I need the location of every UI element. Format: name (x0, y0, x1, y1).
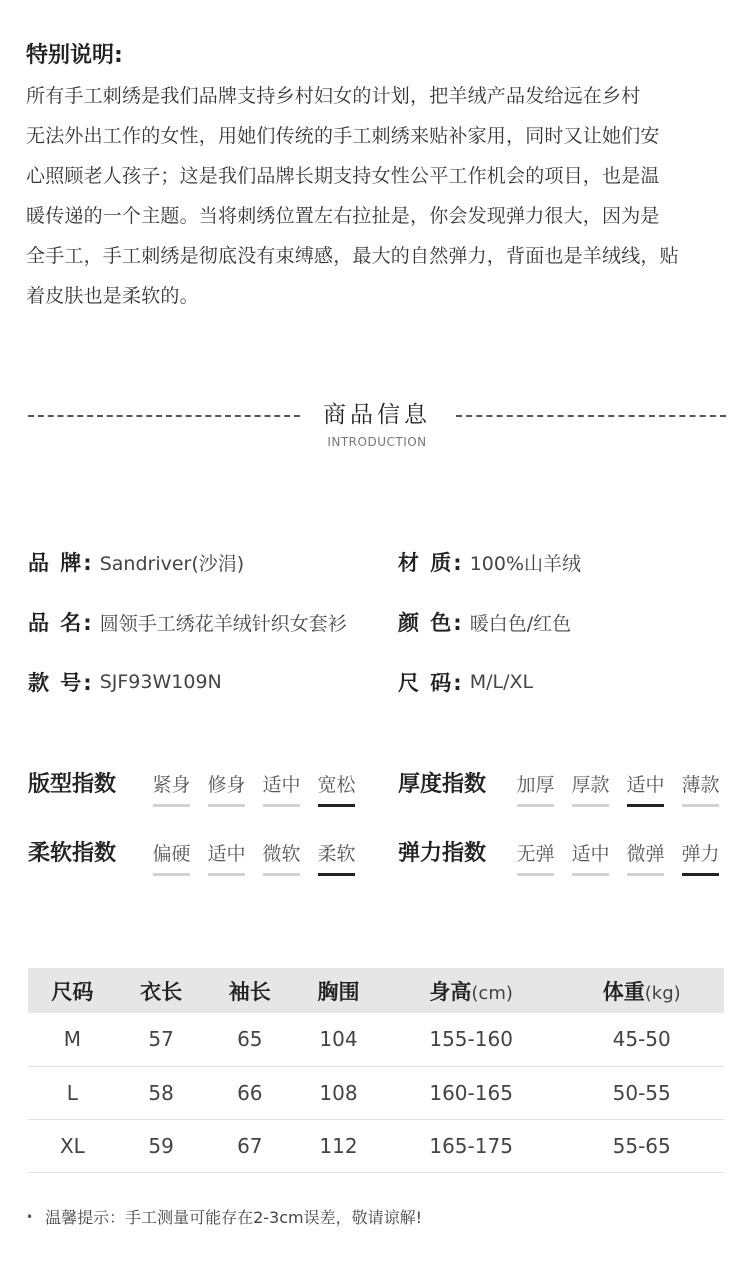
index-option: 加厚 (508, 765, 563, 807)
info-value: 圆领手工绣花羊绒针织女套衫 (99, 612, 347, 635)
table-cell: M (28, 1013, 117, 1066)
table-cell: 155-160 (383, 1013, 560, 1066)
table-cell: 58 (117, 1066, 206, 1119)
table-cell: 57 (117, 1013, 206, 1066)
index-option-bar (263, 804, 300, 807)
info-row (28, 592, 728, 652)
index-option-bar (153, 804, 190, 807)
index-title: 柔软指数 (28, 841, 117, 866)
table-cell: 67 (205, 1119, 294, 1172)
fit-index (28, 765, 398, 834)
index-option-bar (627, 873, 664, 876)
info-value: Sandriver(沙涓) (99, 552, 245, 575)
info-row (28, 532, 728, 592)
index-option-bar (627, 804, 664, 807)
table-row (28, 1119, 724, 1172)
index-option: 微弹 (618, 834, 673, 876)
elasticity-index (398, 834, 728, 903)
info-label: 品 牌: (28, 551, 94, 575)
product-info-grid (28, 532, 728, 712)
index-option: 适中 (199, 834, 254, 876)
index-option: 适中 (563, 834, 618, 876)
table-header: 袖长 (205, 968, 294, 1013)
info-label: 颜 色: (398, 611, 464, 635)
product-info-header (28, 398, 726, 458)
index-option-bar (682, 873, 719, 876)
index-title: 弹力指数 (398, 841, 487, 866)
table-header-row (28, 968, 724, 1013)
table-cell: 165-175 (383, 1119, 560, 1172)
tip-text: 温馨提示：手工测量可能存在2-3cm误差，敬请谅解! (45, 1208, 423, 1227)
table-header: 尺码 (28, 968, 117, 1013)
index-option: 无弹 (508, 834, 563, 876)
index-option: 修身 (199, 765, 254, 807)
index-option-bar (572, 873, 609, 876)
notice-body (26, 76, 726, 316)
table-cell: 59 (117, 1119, 206, 1172)
index-grid (28, 765, 728, 903)
index-options (144, 834, 364, 903)
index-option: 适中 (254, 765, 309, 807)
index-option-bar (153, 873, 190, 876)
table-cell: 50-55 (559, 1066, 724, 1119)
table-header: 胸围 (294, 968, 383, 1013)
notice-line: 全手工，手工刺绣是彻底没有束缚感，最大的自然弹力，背面也是羊绒线，贴 (26, 245, 679, 267)
special-notice (26, 38, 726, 316)
index-option-bar (517, 804, 554, 807)
index-option-bar (208, 873, 245, 876)
index-option-bar (517, 873, 554, 876)
index-option: 微软 (254, 834, 309, 876)
section-subtitle: INTRODUCTION (327, 435, 427, 449)
table-row (28, 1013, 724, 1066)
info-value: M/L/XL (469, 671, 534, 693)
table-cell: 160-165 (383, 1066, 560, 1119)
index-option: 薄款 (673, 765, 728, 807)
info-label: 款 号: (28, 671, 94, 695)
measurement-tip (26, 1205, 422, 1228)
index-option: 紧身 (144, 765, 199, 807)
index-row (28, 834, 728, 903)
info-label: 品 名: (28, 611, 94, 635)
info-value: 100%山羊绒 (469, 552, 582, 575)
index-options (144, 765, 364, 834)
table-cell: XL (28, 1119, 117, 1172)
notice-line: 无法外出工作的女性，用她们传统的手工刺绣来贴补家用，同时又让她们安 (26, 125, 660, 147)
index-option-bar (208, 804, 245, 807)
info-material (398, 547, 728, 577)
notice-line: 着皮肤也是柔软的。 (26, 285, 199, 307)
index-option: 适中 (618, 765, 673, 807)
notice-title: 特别说明: (26, 43, 123, 68)
index-option: 偏硬 (144, 834, 199, 876)
info-color (398, 607, 728, 637)
info-value: 暖白色/红色 (469, 612, 572, 635)
table-cell: 108 (294, 1066, 383, 1119)
notice-line: 暖传递的一个主题。当将刺绣位置左右拉扯是，你会发现弹力很大，因为是 (26, 205, 660, 227)
table-cell: 55-65 (559, 1119, 724, 1172)
info-row (28, 652, 728, 712)
table-cell: L (28, 1066, 117, 1119)
table-cell: 104 (294, 1013, 383, 1066)
bullet-icon: • (26, 1209, 34, 1224)
info-label: 尺 码: (398, 671, 464, 695)
info-value: SJF93W109N (99, 671, 222, 693)
index-title: 厚度指数 (398, 772, 487, 797)
index-options (508, 765, 728, 834)
index-option: 厚款 (563, 765, 618, 807)
softness-index (28, 834, 398, 903)
notice-line: 所有手工刺绣是我们品牌支持乡村妇女的计划，把羊绒产品发给远在乡村 (26, 85, 641, 107)
table-cell: 45-50 (559, 1013, 724, 1066)
size-table (28, 968, 724, 1173)
info-style-number (28, 667, 398, 697)
table-row (28, 1066, 724, 1119)
index-option: 弹力 (673, 834, 728, 876)
table-cell: 112 (294, 1119, 383, 1172)
table-header: 体重(kg) (559, 968, 724, 1013)
index-option-bar (318, 873, 355, 876)
index-option-bar (682, 804, 719, 807)
info-product-name (28, 607, 398, 637)
info-brand (28, 547, 398, 577)
thickness-index (398, 765, 728, 834)
info-size (398, 667, 728, 697)
info-label: 材 质: (398, 551, 464, 575)
table-cell: 65 (205, 1013, 294, 1066)
index-option-bar (318, 804, 355, 807)
index-title: 版型指数 (28, 772, 117, 797)
table-header: 身高(cm) (383, 968, 560, 1013)
index-option-bar (263, 873, 300, 876)
index-option-bar (572, 804, 609, 807)
index-row (28, 765, 728, 834)
table-header: 衣长 (117, 968, 206, 1013)
notice-line: 心照顾老人孩子；这是我们品牌长期支持女性公平工作机会的项目，也是温 (26, 165, 660, 187)
index-options (508, 834, 728, 903)
index-option: 柔软 (309, 834, 364, 876)
index-option: 宽松 (309, 765, 364, 807)
section-title: 商品信息 (323, 402, 431, 428)
table-cell: 66 (205, 1066, 294, 1119)
